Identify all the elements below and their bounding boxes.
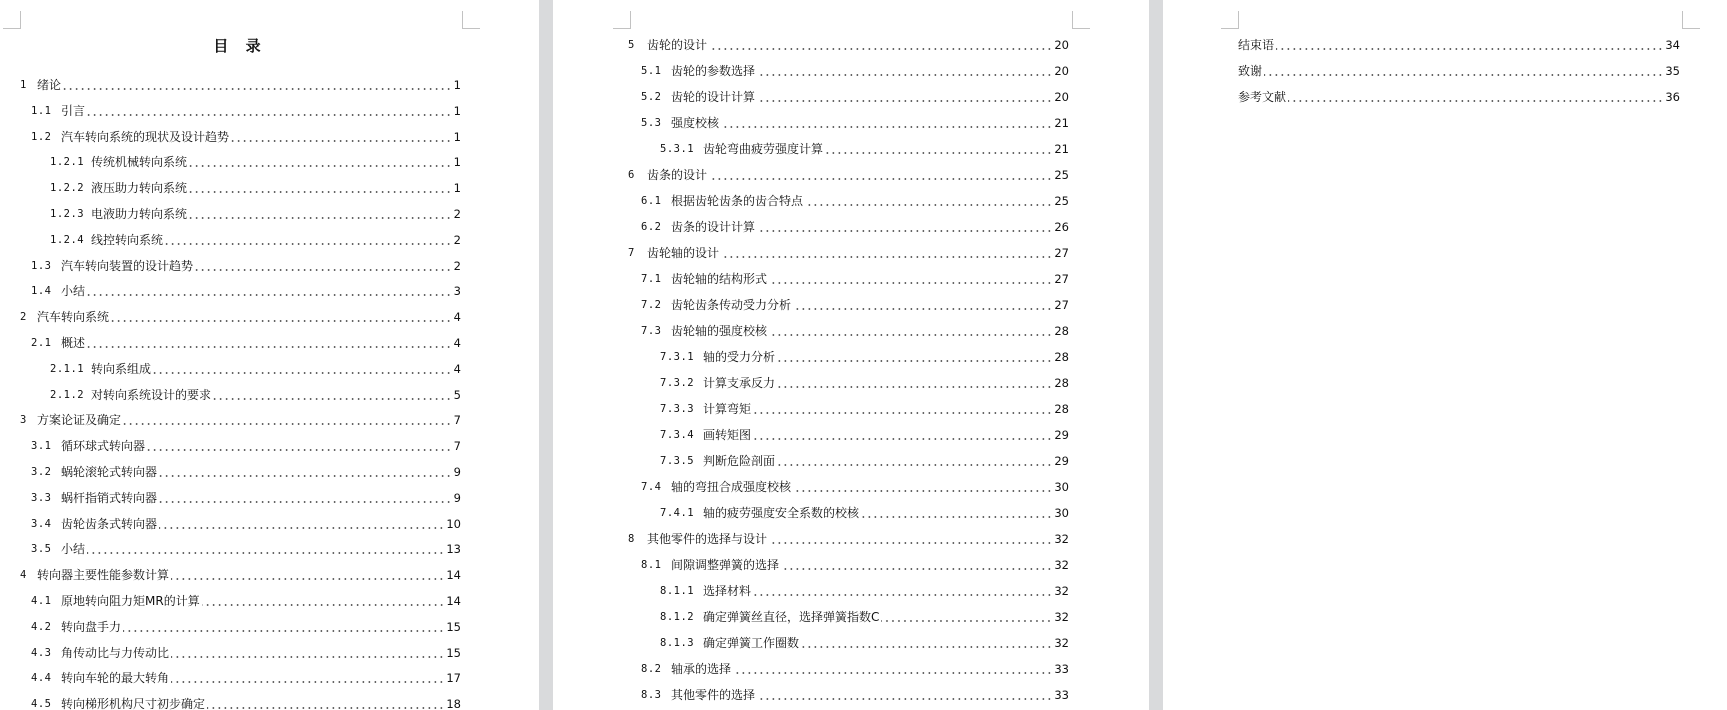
toc-entry-title: 参考文献 [1238,90,1287,104]
toc-entry[interactable] [660,373,1069,393]
toc-entry-title: 计算支承反力 [703,376,776,390]
toc-entry-title: 轴的受力分析 [703,350,776,364]
toc-entry-page-number: 17 [446,671,461,686]
toc-entry[interactable] [50,152,461,172]
dot-leader [753,412,1052,414]
dot-leader [171,656,444,658]
toc-entry[interactable] [31,617,461,637]
dot-leader [159,527,444,529]
toc-entry-page-number: 28 [1054,324,1069,338]
toc-entry-title: 其他零件的选择 [671,688,756,702]
toc-entry-number: 1 [20,79,27,91]
toc-entry-title: 角传动比与力传动比 [61,645,170,660]
dot-leader [781,568,1052,570]
toc-entry-title: 转向器主要性能参数计算 [37,568,170,583]
toc-entry-page-number: 13 [446,542,461,557]
toc-entry-number: 5.1 [641,65,662,77]
toc-entry[interactable] [31,256,461,276]
toc-entry-number: 1.1 [31,104,52,117]
toc-entry-number: 1.2.2 [50,182,85,195]
document-page-1 [0,0,539,710]
dot-leader [769,542,1052,544]
toc-entry-number: 3.3 [31,491,52,504]
toc-entry[interactable] [628,529,1069,549]
toc-entry-title: 对转向系统设计的要求 [91,387,212,402]
toc-entry-title: 齿条的设计 [647,168,708,182]
dot-leader [123,630,444,632]
toc-entry-page-number: 30 [1054,480,1069,494]
toc-entry-page-number: 21 [1054,116,1069,130]
toc-entry-title: 间隙调整弹簧的选择 [671,558,780,572]
margin-corner-mark [1682,11,1700,29]
toc-entry-number: 7.2 [641,299,662,311]
toc-entry[interactable] [31,539,461,559]
toc-entry-title: 原地转向阻力矩MR的计算 [61,594,200,608]
toc-entry-number: 4.1 [31,595,52,607]
toc-entry-page-number: 20 [1054,38,1069,52]
toc-entry-page-number: 25 [1054,194,1069,208]
toc-entry-page-number: 27 [1054,246,1069,260]
document-page-3 [1163,0,1727,710]
toc-entry-title: 确定弹簧丝直径，选择弹簧指数C [703,610,880,624]
dot-leader [231,140,452,142]
toc-entry-page-number: 1 [453,155,461,170]
toc-entry-page-number: 4 [453,361,461,376]
dot-leader [123,423,452,425]
dot-leader [733,672,1052,674]
toc-entry[interactable] [50,230,461,250]
dot-leader [709,178,1052,180]
toc-entry-title: 转向梯形机构尺寸初步确定 [61,697,206,710]
toc-entry-page-number: 5 [453,387,461,402]
toc-entry-title: 转向车轮的最大转角 [61,671,170,686]
toc-entry-title: 判断危险剖面 [703,454,776,468]
dot-leader [189,191,452,193]
toc-entry-number: 7.4 [641,481,662,493]
dot-leader [825,152,1052,154]
toc-entry-number: 7.3.5 [660,455,695,467]
margin-corner-mark [3,11,21,29]
toc-entry-number: 8.1.3 [660,637,695,649]
toc-entry-page-number: 7 [453,439,461,454]
toc-entry-page-number: 9 [453,490,461,505]
toc-entry[interactable] [641,191,1069,211]
dot-leader [757,100,1052,102]
toc-entry-title: 汽车转向系统的现状及设计趋势 [61,129,230,144]
toc-entry-page-number: 15 [446,645,461,660]
toc-entry-number: 8.1 [641,559,662,571]
toc-entry-title: 传统机械转向系统 [91,155,188,170]
dot-leader [805,204,1052,206]
toc-entry-title: 液压助力转向系统 [91,181,188,196]
margin-corner-mark [1221,11,1239,29]
dot-leader [207,707,444,709]
toc-entry-page-number: 2 [453,258,461,273]
toc-entry-title: 蜗轮滚轮式转向器 [61,465,158,479]
toc-entry-number: 8.1.2 [660,611,695,623]
toc-entry-page-number: 33 [1054,662,1069,676]
toc-entry[interactable] [641,61,1069,81]
dot-leader [171,681,444,683]
toc-entry-title: 致谢 [1238,64,1263,78]
toc-entry-page-number: 20 [1054,90,1069,104]
dot-leader [801,646,1052,648]
toc-entry[interactable] [31,694,461,710]
toc-entry[interactable] [628,165,1069,185]
dot-leader [87,294,452,296]
toc-entry-number: 7 [628,247,635,259]
dot-leader [861,516,1052,518]
toc-entry-number: 7.3.2 [660,377,695,389]
toc-entry-page-number: 1 [453,129,461,144]
toc-entry-title: 电液助力转向系统 [91,207,188,221]
toc-entry-title: 转向盘手力 [61,619,122,634]
dot-leader [165,243,452,245]
dot-leader [721,126,1052,128]
toc-entry-title: 齿轮轴的结构形式 [671,272,768,286]
toc-entry-number: 6 [628,169,635,181]
dot-leader [87,114,452,116]
toc-entry-number: 1.2 [31,130,52,143]
toc-entry-page-number: 4 [453,310,461,325]
toc-entry-page-number: 20 [1054,64,1069,78]
toc-entry[interactable] [50,385,461,405]
toc-entry[interactable] [641,87,1069,107]
toc-entry-title: 齿轮齿条传动受力分析 [671,298,792,312]
dot-leader [1276,48,1663,50]
toc-entry-title: 方案论证及确定 [37,413,122,428]
margin-corner-mark [613,11,631,29]
toc-entry-page-number: 36 [1665,90,1680,104]
toc-entry[interactable] [641,555,1069,575]
toc-entry[interactable] [641,659,1069,679]
toc-entry-number: 4.5 [31,698,52,710]
toc-entry-page-number: 28 [1054,402,1069,416]
toc-entry[interactable] [20,410,461,430]
toc-entry-number: 4.4 [31,672,52,685]
toc-entry[interactable] [31,333,461,353]
toc-entry[interactable] [660,399,1069,419]
toc-entry-page-number: 7 [453,413,461,428]
dot-leader [87,346,452,348]
dot-leader [769,282,1052,284]
toc-entry-page-number: 14 [446,594,461,608]
toc-entry[interactable] [660,425,1069,445]
toc-entry[interactable] [31,668,461,688]
toc-entry[interactable] [660,633,1069,653]
dot-leader [777,360,1052,362]
toc-entry-number: 3.2 [31,466,52,478]
toc-entry-page-number: 18 [446,697,461,710]
margin-corner-mark [462,11,480,29]
toc-entry-title: 齿轮轴的强度校核 [671,324,768,338]
toc-entry-title: 齿轮的设计 [647,38,708,52]
toc-entry-title: 汽车转向装置的设计趋势 [61,258,194,273]
toc-entry-page-number: 21 [1054,142,1069,156]
toc-entry-page-number: 32 [1054,558,1069,572]
toc-entry-number: 4.3 [31,646,52,659]
toc-entry-number: 3 [20,414,27,427]
toc-entry[interactable] [31,488,461,508]
toc-entry-number: 7.4.1 [660,507,695,519]
toc-entry-number: 1.2.4 [50,233,85,246]
toc-entry[interactable] [641,321,1069,341]
toc-entry-number: 1.3 [31,259,52,272]
toc-entry-number: 2.1.1 [50,362,85,375]
toc-entry-title: 小结 [61,284,86,299]
dot-leader [159,501,452,503]
toc-entry-title: 绪论 [37,78,62,92]
toc-entry-page-number: 28 [1054,350,1069,364]
toc-entry-title: 蜗杆指销式转向器 [61,490,158,505]
toc-entry[interactable] [660,451,1069,471]
toc-entry-number: 4 [20,569,27,582]
toc-entry-number: 2.1 [31,337,52,349]
toc-entry-number: 5.2 [641,91,662,103]
toc-entry-page-number: 3 [453,284,461,299]
toc-entry-page-number: 29 [1054,428,1069,442]
toc-entry[interactable] [20,307,461,327]
toc-entry[interactable] [628,243,1069,263]
dot-leader [159,475,452,477]
dot-leader [753,438,1052,440]
toc-entry-number: 7.3.4 [660,429,695,441]
toc-entry[interactable] [50,204,461,224]
toc-entry[interactable] [641,217,1069,237]
toc-entry-page-number: 4 [453,336,461,350]
toc-entry-title: 齿轮齿条式转向器 [61,516,158,531]
toc-entry[interactable] [660,503,1069,523]
toc-entry-title: 确定弹簧工作圈数 [703,636,800,650]
toc-entry[interactable] [641,269,1069,289]
toc-entry[interactable] [641,113,1069,133]
toc-entry-page-number: 32 [1054,532,1069,546]
toc-entry-title: 线控转向系统 [91,232,164,247]
toc-entry-page-number: 32 [1054,636,1069,650]
toc-entry-number: 1.4 [31,285,52,298]
toc-entry[interactable] [660,581,1069,601]
dot-leader [757,230,1052,232]
toc-entry-number: 5 [628,39,635,51]
dot-leader [757,74,1052,76]
toc-entry-page-number: 25 [1054,168,1069,182]
toc-entry[interactable] [641,295,1069,315]
toc-entry-title: 汽车转向系统 [37,310,110,325]
toc-entry-title: 齿轮弯曲疲劳强度计算 [703,142,824,156]
dot-leader [793,490,1052,492]
toc-entry[interactable] [31,462,461,482]
toc-entry-page-number: 28 [1054,376,1069,390]
toc-entry-page-number: 9 [453,465,461,479]
dot-leader [1288,100,1663,102]
toc-entry[interactable] [31,101,461,121]
toc-entry-page-number: 30 [1054,506,1069,520]
toc-entry-number: 8 [628,533,635,545]
toc-entry-page-number: 1 [453,103,461,118]
dot-leader [147,449,452,451]
toc-entry-title: 小结 [61,542,86,557]
toc-entry-page-number: 32 [1054,610,1069,624]
toc-entry[interactable] [660,607,1069,627]
toc-entry-number: 7.3 [641,325,662,337]
toc-entry-title: 轴承的选择 [671,662,732,676]
toc-entry-number: 8.3 [641,689,662,701]
margin-corner-mark [1072,11,1090,29]
toc-entry[interactable] [641,685,1069,705]
toc-entry-number: 3.1 [31,440,52,453]
toc-entry-number: 1.2.1 [50,156,85,169]
toc-entry-page-number: 15 [446,619,461,634]
dot-leader [769,334,1052,336]
toc-entry[interactable] [31,514,461,534]
toc-entry-page-number: 34 [1665,38,1680,52]
toc-entry[interactable] [1238,87,1680,107]
dot-leader [757,698,1052,700]
toc-entry-page-number: 27 [1054,298,1069,312]
dot-leader [87,552,444,554]
toc-entry[interactable] [628,35,1069,55]
dot-leader [195,269,452,271]
toc-entry-title: 齿轮轴的设计 [647,246,720,260]
dot-leader [189,165,452,167]
toc-entry-page-number: 1 [453,78,461,92]
toc-entry-number: 8.2 [641,663,662,675]
toc-entry-title: 齿轮的设计计算 [671,90,756,104]
toc-entry[interactable] [50,359,461,379]
dot-leader [189,217,452,219]
toc-entry-number: 8.1.1 [660,585,695,597]
toc-entry-page-number: 27 [1054,272,1069,286]
toc-entry-title: 引言 [61,103,86,118]
toc-entry[interactable] [31,281,461,301]
toc-entry-number: 5.3.1 [660,143,695,155]
toc-entry-title: 概述 [61,336,86,350]
toc-entry-page-number: 26 [1054,220,1069,234]
toc-entry[interactable] [31,436,461,456]
toc-entry[interactable] [31,643,461,663]
toc-entry[interactable] [1238,35,1680,55]
toc-entry-title: 齿轮的参数选择 [671,64,756,78]
toc-entry[interactable] [50,178,461,198]
toc-entry-page-number: 33 [1054,688,1069,702]
toc-entry-page-number: 29 [1054,454,1069,468]
toc-entry-number: 7.1 [641,273,662,285]
dot-leader [153,372,452,374]
dot-leader [881,620,1052,622]
toc-entry-title: 其他零件的选择与设计 [647,532,768,546]
dot-leader [721,256,1052,258]
toc-entry[interactable] [20,565,461,585]
toc-entry-title: 强度校核 [671,116,720,130]
toc-entry[interactable] [660,347,1069,367]
toc-entry-page-number: 2 [453,232,461,247]
toc-entry-number: 2.1.2 [50,388,85,401]
toc-entry-title: 循环球式转向器 [61,439,146,454]
dot-leader [202,604,445,606]
toc-entry[interactable] [641,477,1069,497]
toc-entry-number: 4.2 [31,620,52,633]
toc-entry-title: 齿条的设计计算 [671,220,756,234]
toc-entry-title: 选择材料 [703,584,752,598]
dot-leader [777,386,1052,388]
toc-entry-number: 3.4 [31,517,52,530]
dot-leader [1264,74,1663,76]
toc-entry-number: 3.5 [31,543,52,556]
toc-entry-number: 7.3.3 [660,403,695,415]
dot-leader [171,578,444,580]
toc-entry-number: 6.2 [641,221,662,233]
toc-entry[interactable] [20,75,461,95]
toc-entry-title: 轴的疲劳强度安全系数的校核 [703,506,860,520]
toc-entry-title: 根据齿轮齿条的齿合特点 [671,194,804,208]
toc-entry-title: 结束语 [1238,38,1275,52]
toc-entry[interactable] [1238,61,1680,81]
toc-entry-number: 5.3 [641,117,662,129]
toc-entry-page-number: 32 [1054,584,1069,598]
toc-entry-page-number: 35 [1665,64,1680,78]
dot-leader [709,48,1052,50]
toc-entry-number: 2 [20,311,27,324]
toc-entry[interactable] [31,127,461,147]
toc-entry[interactable] [31,591,461,611]
toc-entry-page-number: 14 [446,568,461,583]
toc-entry-page-number: 1 [453,181,461,196]
toc-entry-title: 画转矩图 [703,428,752,442]
toc-entry[interactable] [660,139,1069,159]
dot-leader [793,308,1052,310]
toc-entry-title: 计算弯矩 [703,402,752,416]
document-page-2 [553,0,1149,710]
toc-title: 目 录 [213,37,267,55]
dot-leader [753,594,1052,596]
toc-entry-title: 转向系组成 [91,361,152,376]
toc-entry-number: 6.1 [641,195,662,207]
toc-entry-title: 轴的弯扭合成强度校核 [671,480,792,494]
dot-leader [63,88,452,90]
toc-entry-number: 1.2.3 [50,208,85,220]
dot-leader [777,464,1052,466]
dot-leader [213,398,452,400]
toc-entry-page-number: 2 [453,207,461,221]
dot-leader [111,320,452,322]
toc-entry-page-number: 10 [446,516,461,531]
toc-entry-number: 7.3.1 [660,351,695,363]
